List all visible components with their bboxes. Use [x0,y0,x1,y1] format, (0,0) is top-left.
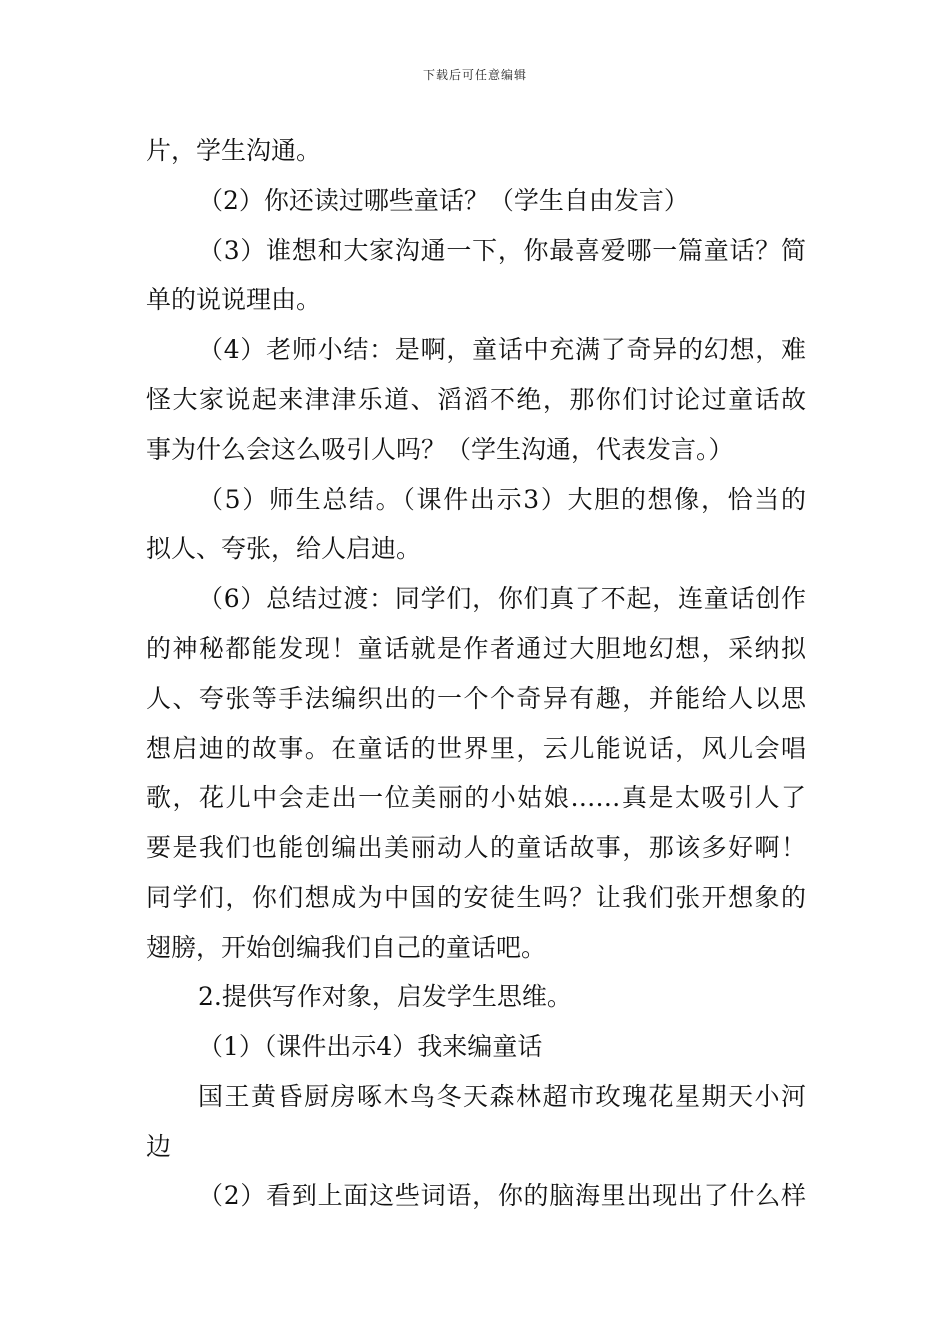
text-line: 歌，花儿中会走出一位美丽的小姑娘……真是太吸引人了 [146,783,806,812]
text-line: 单的说说理由。 [146,285,322,314]
text-line: （1）（课件出示4）我来编童话 [198,1032,543,1061]
text-line: （4）老师小结：是啊，童话中充满了奇异的幻想，难 [198,335,806,364]
text-line: 怪大家说起来津津乐道、滔滔不绝，那你们讨论过童话故 [146,385,806,414]
text-line: 想启迪的故事。在童话的世界里，云儿能说话，风儿会唱 [146,734,806,763]
text-line: 要是我们也能创编出美丽动人的童话故事，那该多好啊！ [146,833,806,862]
text-line: 边 [146,1132,172,1161]
text-line: 片，学生沟通。 [146,136,322,165]
text-line: （3）谁想和大家沟通一下，你最喜爱哪一篇童话？简 [198,236,806,265]
page-header: 下载后可任意编辑 [422,68,527,82]
text-line: （2）看到上面这些词语，你的脑海里出现出了什么样 [198,1181,806,1210]
text-line: 2.提供写作对象，启发学生思维。 [198,982,572,1011]
text-line: 同学们，你们想成为中国的安徒生吗？让我们张开想象的 [146,883,806,912]
text-line: 人、夸张等手法编织出的一个个奇异有趣，并能给人以思 [146,684,806,713]
text-line: 拟人、夸张，给人启迪。 [146,534,422,563]
text-line: （2）你还读过哪些童话？（学生自由发言） [198,186,689,215]
text-line: 国王黄昏厨房啄木鸟冬天森林超市玫瑰花星期天小河 [198,1082,806,1111]
text-line: 翅膀，开始创编我们自己的童话吧。 [146,933,547,962]
text-line: 的神秘都能发现！童话就是作者通过大胆地幻想，采纳拟 [146,634,806,663]
text-line: （5）师生总结。（课件出示3）大胆的想像，恰当的 [198,485,806,514]
text-line: 事为什么会这么吸引人吗？（学生沟通，代表发言。） [146,435,734,464]
text-line: （6）总结过渡：同学们，你们真了不起，连童话创作 [198,584,806,613]
